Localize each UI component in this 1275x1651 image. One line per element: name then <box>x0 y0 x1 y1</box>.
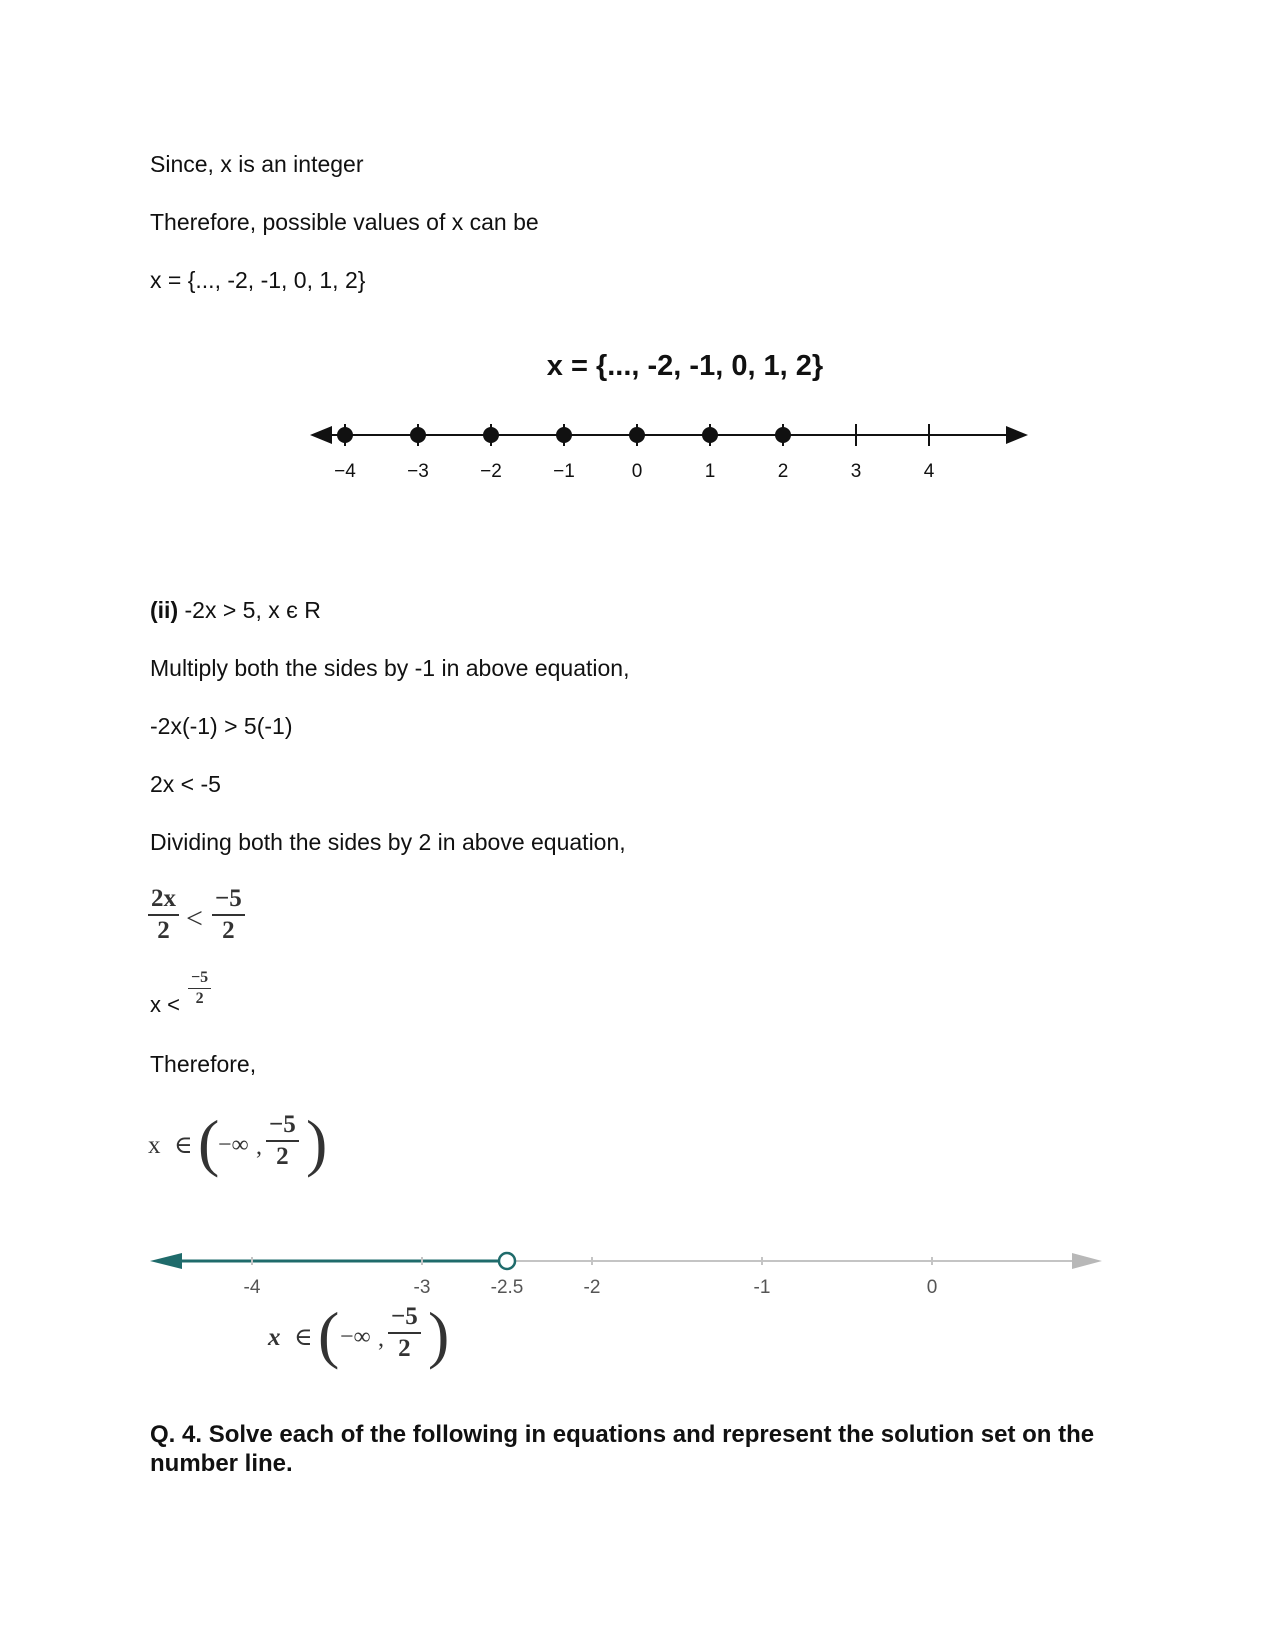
step-2x-lt: 2x < -5 <box>150 771 221 797</box>
number-line-solution <box>150 1240 1110 1300</box>
number-line-title: x = {..., -2, -1, 0, 1, 2} <box>546 350 824 382</box>
tick-label: -3 <box>413 1277 431 1298</box>
arrow-right-icon <box>1006 426 1028 444</box>
arrow-left-icon <box>150 1253 182 1269</box>
tick-label: 3 <box>850 461 862 482</box>
number-line-integers <box>300 345 1040 490</box>
solution-point <box>483 427 499 443</box>
step-multiplied: -2x(-1) > 5(-1) <box>150 713 293 739</box>
element-of-symbol: ∈ <box>294 1324 313 1351</box>
fraction-minus5-over-2 <box>212 884 245 946</box>
open-endpoint <box>499 1253 515 1269</box>
fraction-denominator: 2 <box>157 917 170 944</box>
solution-point <box>629 427 645 443</box>
solution-point <box>556 427 572 443</box>
caption-close-paren: ) <box>428 1299 450 1370</box>
fraction-numerator: 2x <box>148 884 179 916</box>
interval-close-paren: ) <box>306 1107 328 1178</box>
solution-point <box>775 427 791 443</box>
number-line-caption <box>268 1300 468 1380</box>
caption-comma: , <box>378 1326 384 1352</box>
part-ii-heading <box>150 596 321 624</box>
tick-label: -2.5 <box>490 1277 524 1298</box>
fraction-denominator: 2 <box>276 1143 289 1170</box>
element-of-symbol: ∈ <box>174 1132 193 1159</box>
fraction-numerator: −5 <box>266 1110 299 1142</box>
tick-label: −2 <box>480 461 502 482</box>
tick-label: 1 <box>704 461 716 482</box>
step-therefore: Therefore, <box>150 1051 257 1077</box>
tick-label: 2 <box>777 461 789 482</box>
solution-point <box>337 427 353 443</box>
step-divide: Dividing both the sides by 2 in above equation, <box>150 829 626 855</box>
tick-label: −4 <box>334 461 356 482</box>
interval-fraction <box>266 1110 299 1172</box>
less-than-symbol: < <box>186 902 203 935</box>
tick-label: -2 <box>583 1277 601 1298</box>
fraction-denominator: 2 <box>398 1335 411 1362</box>
caption-variable: x <box>268 1324 281 1351</box>
tick-label: −1 <box>553 461 575 482</box>
interval-variable: x <box>148 1132 161 1159</box>
fraction-2x-over-2 <box>148 884 179 946</box>
caption-fraction <box>388 1302 421 1364</box>
step-multiply: Multiply both the sides by -1 in above equation, <box>150 655 630 681</box>
x-less-than-label: x < <box>150 992 180 1017</box>
solution-point <box>702 427 718 443</box>
tick-label: 0 <box>631 461 643 482</box>
fraction-numerator: −5 <box>212 884 245 916</box>
interval-comma: , <box>256 1134 262 1160</box>
tick-label: -1 <box>753 1277 771 1298</box>
tick-label: 0 <box>926 1277 938 1298</box>
tick-label: 4 <box>923 461 935 482</box>
interval-open-paren: ( <box>198 1107 220 1178</box>
fraction-denominator: 2 <box>195 990 204 1007</box>
tick-label: −3 <box>407 461 429 482</box>
infinity-symbol: −∞ <box>218 1132 249 1158</box>
paragraph-therefore-values: Therefore, possible values of x can be <box>150 209 539 235</box>
paragraph-since: Since, x is an integer <box>150 151 364 177</box>
arrow-left-icon <box>310 426 332 444</box>
interval-notation <box>148 1108 348 1188</box>
fraction-denominator: 2 <box>222 917 235 944</box>
fraction-numerator: −5 <box>388 1302 421 1334</box>
part-ii-label: (ii) <box>150 597 179 623</box>
caption-open-paren: ( <box>318 1299 340 1370</box>
question-4: Q. 4. Solve each of the following in equations and represent the solution set on the number line. <box>150 1421 1095 1477</box>
infinity-symbol: −∞ <box>340 1324 371 1350</box>
solution-point <box>410 427 426 443</box>
tick-label: -4 <box>243 1277 261 1298</box>
part-ii-statement: -2x > 5, x є R <box>178 597 321 623</box>
arrow-right-icon <box>1072 1253 1102 1269</box>
fraction-numerator: −5 <box>188 968 211 989</box>
paragraph-x-set: x = {..., -2, -1, 0, 1, 2} <box>150 267 366 293</box>
fraction-small <box>188 968 211 1009</box>
